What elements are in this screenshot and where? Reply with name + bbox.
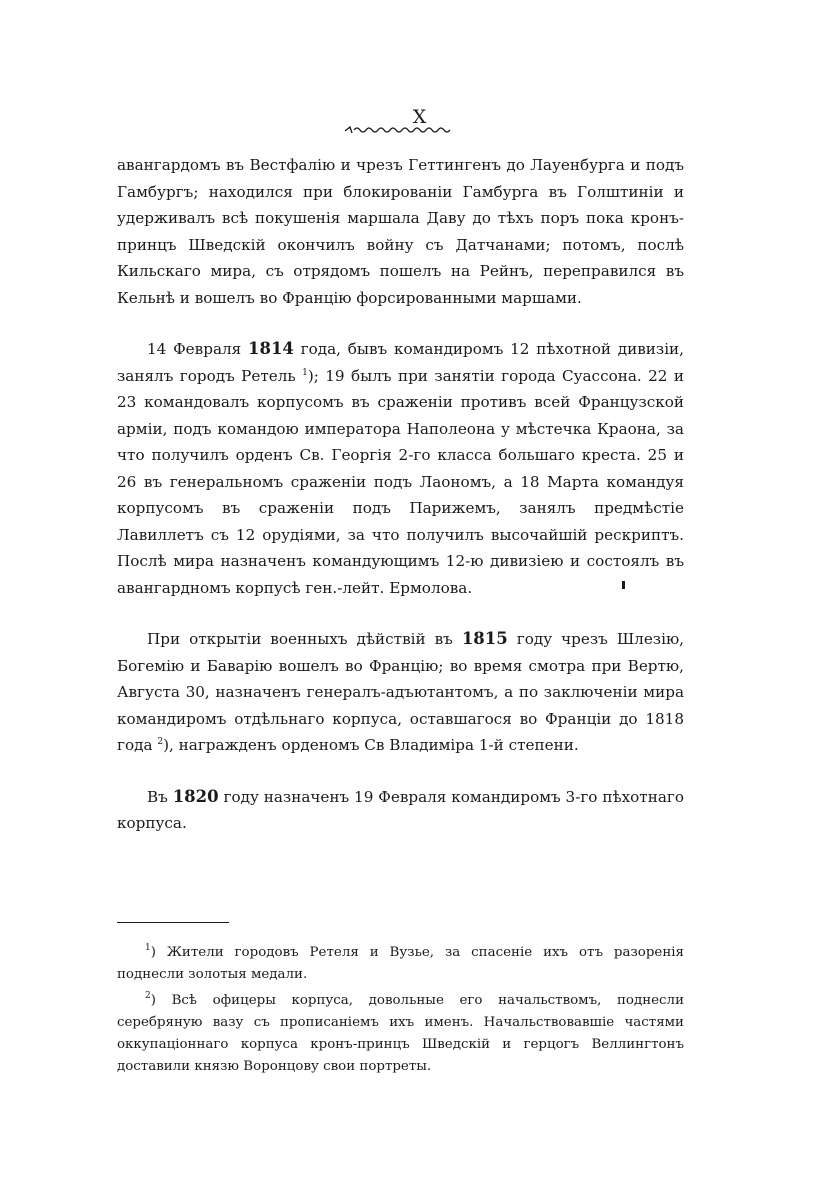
paragraph-2: 14 Февраля 1814 года, бывъ командиромъ 12 пѣхотной дивизіи, занялъ городъ Ретель $^1$); 19 былъ при занятіи города Суассона. 22 и 23 командовалъ корпусомъ въ сраженіи противъ всей Французской арміи, подъ командою императора Наполеона у мѣстечка Краона, за что получилъ орденъ Св. Георгія 2-го класса большаго креста. 25 и 26 въ генеральномъ сраженіи подъ Лаономъ, а 18 Марта командуя корпусомъ въ сраженіи подъ Парижемъ, занялъ предмѣстіе Лавиллетъ съ 12 орудіями, за что получилъ высочайшій рескриптъ. Послѣ мира назначенъ командующимъ 12-ю дивизіею и состоялъ въ авангардномъ корпусѣ ген.-лейт. Ермолова.: [117, 339, 684, 597]
footnote-ref-2: 2: [157, 737, 164, 747]
paragraph-4: Въ 1820 году назначенъ 19 Февраля командиромъ 3-го пѣхотнаго корпуса.: [117, 786, 684, 832]
footnote-2: $^2$) Всѣ офицеры корпуса, довольные его начальствомъ, поднесли серебряную вазу съ прописаніемъ ихъ именъ. Начальствовавшіе частями оккупаціоннаго корпуса кронъ-принцъ Шведскій и герцогъ Веллингтонъ доставили князю Воронцову свои портреты.: [117, 991, 684, 1074]
ornament-divider: [343, 124, 453, 138]
page-number: X: [412, 106, 428, 128]
stray-mark: [622, 581, 625, 589]
footnote-separator: [117, 922, 229, 923]
year-1815: 1815: [461, 629, 508, 648]
footnote-ref-1: 1: [302, 367, 308, 378]
footnote-mark: 2: [145, 991, 151, 1001]
year-1820: 1820: [172, 786, 219, 806]
paragraph-3: При открытіи военныхъ дѣйствій въ 1815 году чрезъ Шлезію, Богемію и Баварію вошелъ во Францію; во время смотра при Вертю, Августа 30, назначенъ генералъ-адъютантомъ, а по заключеніи мира командиромъ отдѣльнаго корпуса, оставшагося во Франціи до 1818 года $^2$), награжденъ орденомъ Св Владиміра 1-й степени.: [117, 629, 684, 754]
paragraph-1: авангардомъ въ Вестфалію и чрезъ Геттингенъ до Лауенбурга и подъ Гамбургъ; находился при блокированіи Гамбурга въ Голштиніи и удерживалъ всѣ покушенія маршала Даву до тѣхъ поръ пока кронъ-принцъ Шведскій окончилъ войну съ Датчанами; потомъ, послѣ Кильскаго мира, съ отрядомъ пошелъ на Рейнъ, переправился въ Кельнѣ и вошелъ во Францію форсированными маршами.: [117, 156, 684, 307]
footnotes: [117, 942, 684, 1078]
body-text: [117, 152, 684, 837]
footnote-1: $^1$) Жители городовъ Ретеля и Вузье, за спасеніе ихъ отъ разоренія поднесли золотыя медали.: [117, 943, 684, 982]
year-1814: 1814: [247, 339, 294, 358]
footnote-mark: 1: [145, 943, 151, 953]
